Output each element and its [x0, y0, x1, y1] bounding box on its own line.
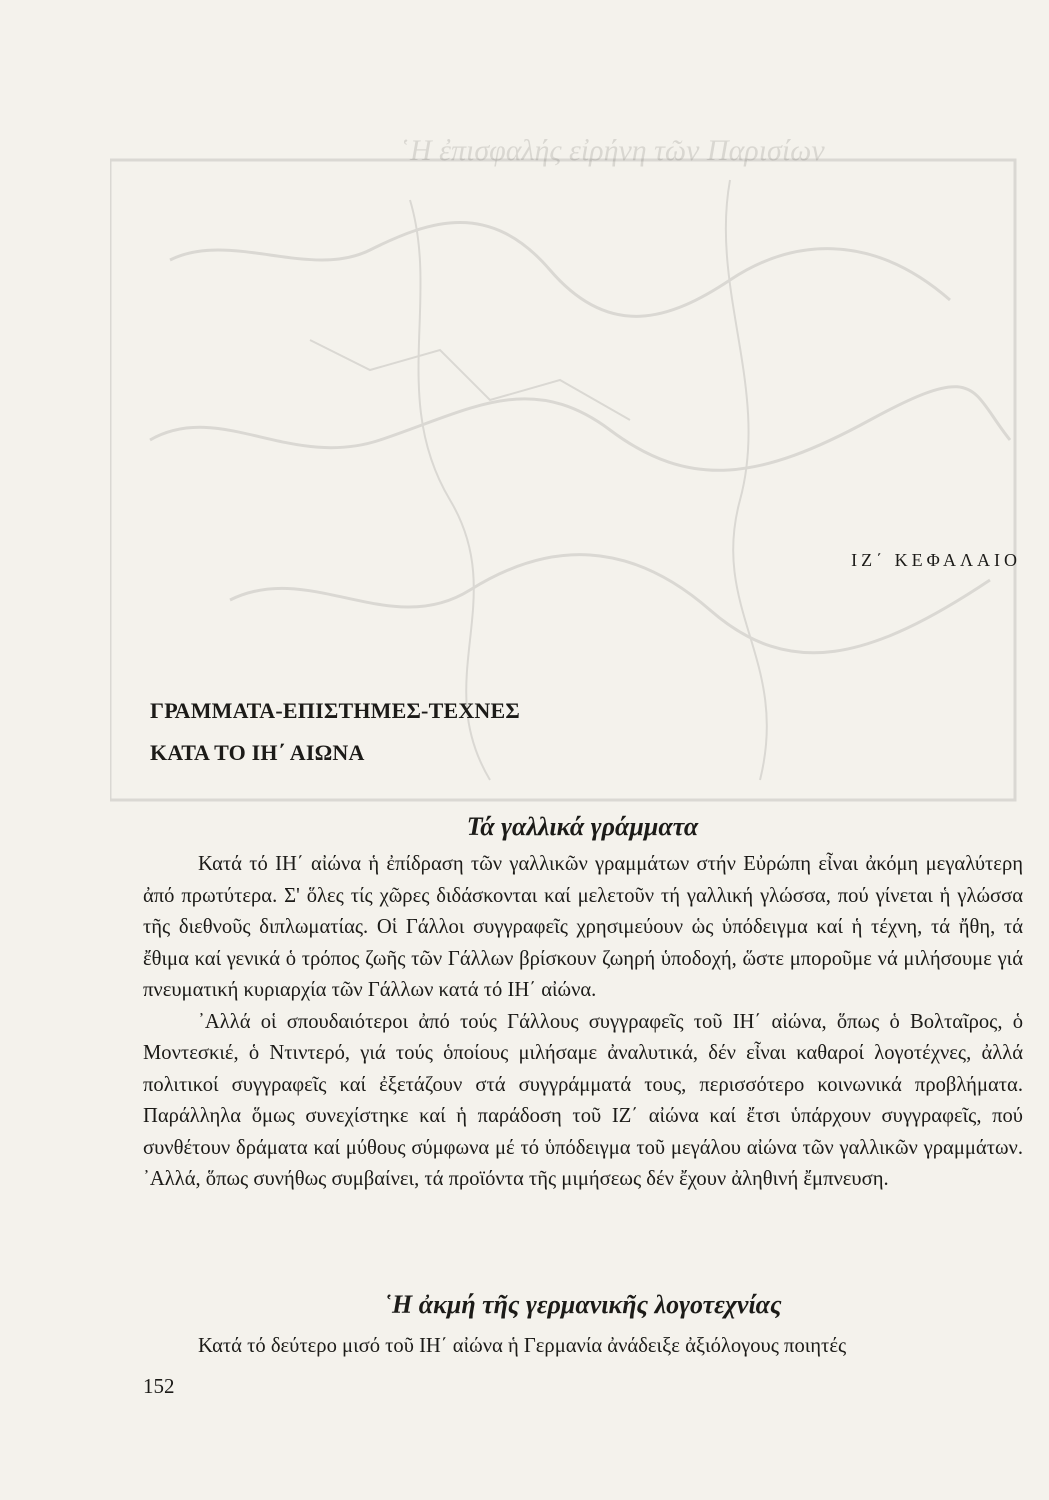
- section-body-french-letters: [143, 849, 1023, 1196]
- section-heading-german-literature: ῾Η ἀκμή τῆς γερμανικῆς λογοτεχνίας: [383, 1290, 782, 1319]
- paragraph: ᾽Αλλά οἱ σπουδαιότεροι ἀπό τούς Γάλλους συγγραφεῖς τοῦ ΙΗ΄ αἰώνα, ὅπως ὁ Βολταῖρος, ὁ Μοντεσκιέ, ὁ Ντιντερό, γιά τούς ὁποίους μιλήσαμε ἀναλυτικά, δέν εἶναι καθαροί λογοτέχνες, ἀλλά πολιτικοί συγγραφεῖς καί ἐξετάζουν στά συγγράμματά τους, περισσότερο κοινωνικά προβλήματα. Παράλληλα ὅμως συνεχίστηκε καί ἡ παράδοση τοῦ ΙΖ΄ αἰώνα καί ἔτσι ὑπάρχουν συγγραφεῖς, πού συνθέτουν δράματα καί μύθους σύμφωνα μέ τό ὑπόδειγμα τοῦ μεγάλου αἰώνα τῶν γαλλικῶν γραμμάτων. ᾽Αλλά, ὅπως συνήθως συμβαίνει, τά προϊόντα τῆς μιμήσεως δέν ἔχουν ἀληθινή ἔμπνευση.: [143, 1010, 1023, 1190]
- chapter-title: [150, 690, 520, 774]
- section-body-german-literature: [143, 1331, 1023, 1363]
- paragraph: Κατά τό ΙΗ΄ αἰώνα ἡ ἐπίδραση τῶν γαλλικῶν γραμμάτων στήν Εὐρώπη εἶναι ἀκόμη μεγαλύτερη ἀπό πρωτύτερα. Σ' ὅλες τίς χῶρες διδάσκονται καί μελετοῦν τή γαλλική γλώσσα, πού γίνεται ἡ γλώσσα τῆς διεθνοῦς διπλωματίας. Οἱ Γάλλοι συγγραφεῖς χρησιμεύουν ὡς ὑπόδειγμα καί ἡ τέχνη, τά ἤθη, τά ἔθιμα καί γενικά ὁ τρόπος ζωῆς τῶν Γάλλων βρίσκουν ζωηρή ὑποδοχή, ὥστε μποροῦμε νά μιλήσουμε γιά πνευματική κυριαρχία τῶν Γάλλων κατά τό ΙΗ΄ αἰώνα.: [143, 853, 1023, 1001]
- chapter-title-line-2: ΚΑΤΑ ΤΟ ΙΗ΄ ΑΙΩΝΑ: [150, 740, 365, 765]
- section-heading-french-letters: Τά γαλλικά γράμματα: [466, 812, 699, 841]
- bleed-through-title: ῾Η ἐπισφαλής εἰρήνη τῶν Παρισίων: [400, 134, 825, 167]
- paragraph: Κατά τό δεύτερο μισό τοῦ ΙΗ΄ αἰώνα ἡ Γερμανία ἀνάδειξε ἀξιόλογους ποιητές: [198, 1335, 847, 1357]
- page-number: 152: [143, 1374, 175, 1398]
- chapter-label: ΙΖ΄ ΚΕΦΑΛΑΙΟ: [851, 550, 1021, 570]
- chapter-title-line-1: ΓΡΑΜΜΑΤΑ-ΕΠΙΣΤΗΜΕΣ-ΤΕΧΝΕΣ: [150, 698, 520, 723]
